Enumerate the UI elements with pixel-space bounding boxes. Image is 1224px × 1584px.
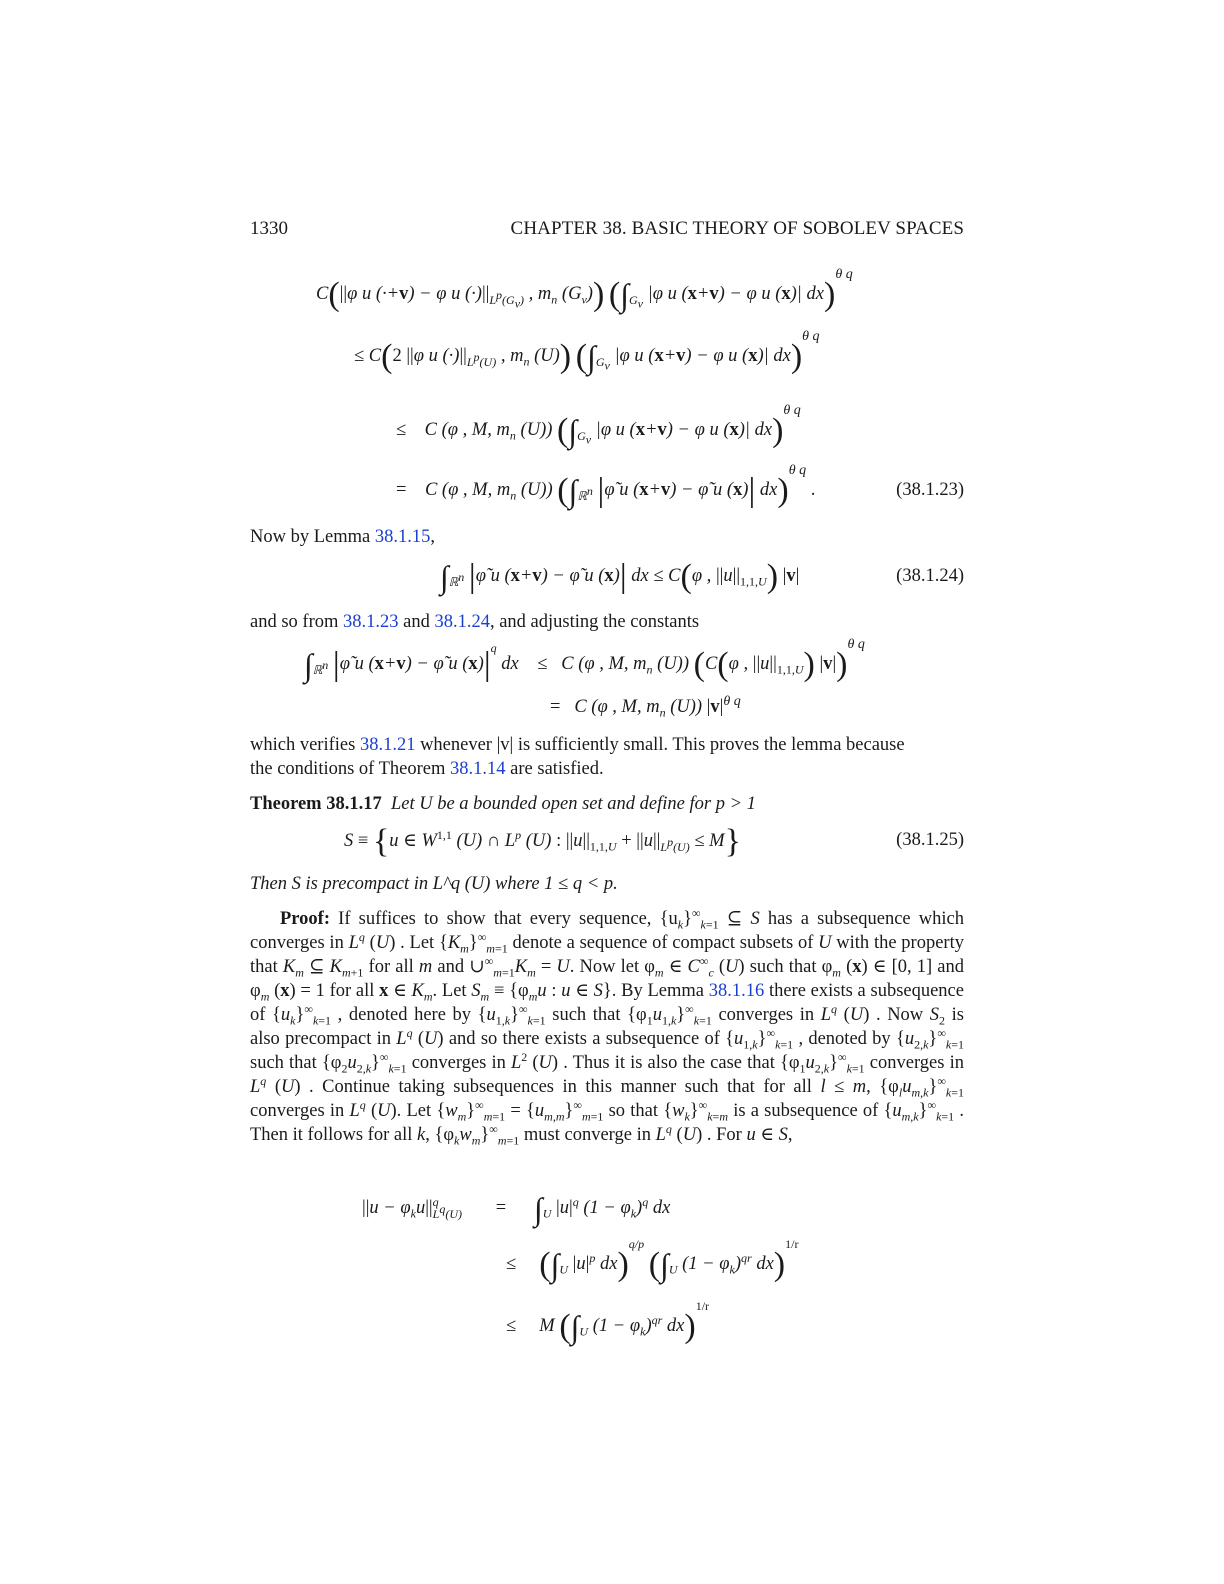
equation-38-1-23-line-1: C(||φ u (·+v) − φ u $(\cdot)||_{L^p(G_v)}$ , $m_n$ $(G_v)$) ($\int_{G_v}$ |φ u (x+v) − φ u (x)| dx)$^{\theta q}$ <box>316 266 853 313</box>
theorem-heading <box>250 792 964 816</box>
equation-final-line-2: ≤ ($\int_U$ $|u|^p$ dx)$^{q/p}$ ($\int_U$ $(1 - \varphi_k)^{qr}$ dx)$^{1/r}$ <box>506 1236 799 1283</box>
ref-link[interactable]: 38.1.14 <box>450 759 506 779</box>
equation-final-line-3: ≤ M ($\int_U$ $(1 - \varphi_k)^{qr}$ dx)$^{1/r}$ <box>506 1298 710 1345</box>
theorem-label: Theorem 38.1.17 <box>250 794 382 814</box>
text-line: the conditions of Theorem 38.1.14 are satisfied. <box>250 759 604 779</box>
ref-link[interactable]: 38.1.24 <box>434 612 490 632</box>
equation-number: (38.1.24) <box>896 566 964 586</box>
equation-adjusted-line-1: $\int_{ℝ^n}$ |φ̃ u (x+v) − φ̃ u $(x)|^q$ dx ≤ C (φ , M, $m_n$ (U)) (C(φ , $||u||_{1,1,U}$) |v|)$^{\theta q}$ <box>304 636 865 683</box>
theorem-statement: Let U be a bounded open set and define for p > 1 <box>390 794 756 814</box>
equation-38-1-23-line-3: ≤ C (φ , M, $m_n$ (U)) ($\int_{G_v}$ |φ u (x+v) − φ u (x)| dx)$^{\theta q}$ <box>396 402 801 449</box>
chapter-title: CHAPTER 38. BASIC THEORY OF SOBOLEV SPACES <box>510 218 964 239</box>
equation-final-line-1: $||u - \varphi_ku||^q_{L^q(U)}$ = $\int_U$ $|u|^q$ $(1 - \varphi_k)^q$ dx <box>362 1191 671 1227</box>
page-number: 1330 <box>250 218 288 239</box>
equation-38-1-23-line-2: ≤ C(2 ||φ u $(\cdot)||_{L^p(U)}$ , $m_n$ (U)) ($\int_{G_v}$ |φ u (x+v) − φ u (x)| dx)$^{\theta q}$ <box>354 328 820 375</box>
equation-38-1-25: S ≡ {u ∈ W$^{1,1}$ (U) ∩ $L^p$ (U) : $||u||_{1,1,U} + ||u||_{L^p(U)} \le M$} (38.1.25) <box>344 823 964 860</box>
equation-38-1-24: $\int_{ℝ^n}$ |φ̃ u (x+v) − φ̃ u (x)| dx ≤ C(φ , $||u||_{1,1,U}$) |v| (38.1.24) <box>440 558 964 595</box>
text-line: which verifies 38.1.21 whenever |v| is sufficiently small. This proves the lemma because <box>250 735 905 755</box>
equation-number: (38.1.23) <box>896 480 964 500</box>
document-page <box>250 0 964 1584</box>
equation-38-1-23-line-4: = C (φ , M, $m_n$ (U)) ($\int_{ℝ^n}$ |φ̃ u (x+v) − φ̃ u (x)| dx)$^{\theta q}$ . (38.1.23) <box>396 462 964 509</box>
ref-link[interactable]: 38.1.15 <box>374 527 431 547</box>
ref-link[interactable]: 38.1.16 <box>708 981 765 1001</box>
proof-paragraph: Proof: If suffices to show that every sequence, $\{u_k\}^\infty_{k=1}$ ⊆ S has a subsequence which converges in $L^q$ (U) . Let $\{K_m\}^\infty_{m=1}$ denote a sequence of compact subsets of U with the property that $K_m$ ⊆ $K_{m+1}$ for all m and $\cup^\infty_{m=1}K_m = U$. Now let $\varphi_m$ ∈ $C^\infty_c$ (U) such that $\varphi_m$ (x) ∈ [0, 1] and $\varphi_m$ (x) = 1 for all x ∈ $K_m$. Let $S_m \equiv \{\varphi_mu$ : u ∈ S}. By Lemma 38.1.16 there exists a subsequence of $\{u_k\}^\infty_{k=1}$ , denoted here by $\{u_{1,k}\}^\infty_{k=1}$ such that $\{\varphi_1u_{1,k}\}^\infty_{k=1}$ converges in $L^q$ (U) . Now $S_2$ is also precompact in $L^q$ (U) and so there exists a subsequence of $\{u_{1,k}\}^\infty_{k=1}$ , denoted by $\{u_{2,k}\}^\infty_{k=1}$ such that $\{\varphi_2u_{2,k}\}^\infty_{k=1}$ converges in $L^2$ (U) . Thus it is also the case that $\{\varphi_1u_{2,k}\}^\infty_{k=1}$ converges in $L^q$ (U) . Continue taking subsequences in this manner such that for all l ≤ m, $\{\varphi_lu_{m,k}\}^\infty_{k=1}$ converges in $L^q$ (U). Let $\{w_m\}^\infty_{m=1} = \{u_{m,m}\}^\infty_{m=1}$ so that $\{w_k\}^\infty_{k=m}$ is a subsequence of $\{u_{m,k}\}^\infty_{k=1}$ . Then it follows for all k, $\{\varphi_kw_m\}^\infty_{m=1}$ must converge in $L^q$ (U) . For u ∈ S, <box>250 905 965 1148</box>
equation-adjusted-line-2: = C (φ , M, $m_n$ (U)) $|v|^{\theta q}$ <box>550 693 741 720</box>
ref-link[interactable]: 38.1.23 <box>343 612 399 632</box>
text-line: Now by Lemma 38.1.15, <box>250 527 435 547</box>
ref-link[interactable]: 38.1.21 <box>359 735 416 755</box>
equation-number: (38.1.25) <box>896 830 964 850</box>
theorem-conclusion: Then S is precompact in L^q (U) where 1 ≤ q < p. <box>250 874 618 894</box>
text-line: and so from 38.1.23 and 38.1.24, and adjusting the constants <box>250 612 700 632</box>
